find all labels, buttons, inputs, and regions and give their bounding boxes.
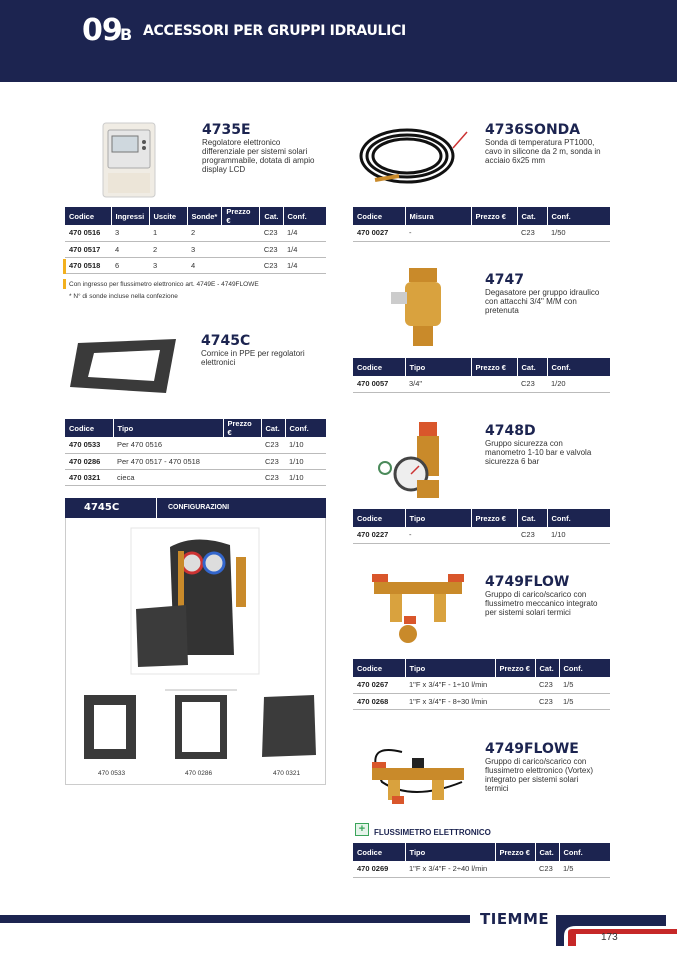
- cell: C23: [260, 257, 283, 273]
- cell: [471, 527, 517, 543]
- product-name: 4749FLOWE: [485, 741, 579, 757]
- cell: 1/20: [547, 376, 610, 392]
- col-header: Conf.: [547, 509, 610, 527]
- frame-thumb-2: [165, 689, 237, 765]
- desc-line: programmabile, dotata di ampio: [202, 156, 315, 165]
- controller-image: [100, 118, 160, 200]
- table-row: [65, 437, 326, 453]
- product-name: 4735E: [202, 122, 251, 138]
- desc-line: flussimetro meccanico integrato: [485, 599, 598, 608]
- col-header: Cat.: [517, 207, 547, 225]
- col-header: Cat.: [535, 659, 559, 677]
- thumb-label: 470 0286: [185, 770, 213, 777]
- col-header: Misura: [405, 207, 471, 225]
- cell: [471, 225, 517, 241]
- col-header: Prezzo €: [495, 843, 535, 861]
- product-table: [65, 207, 326, 274]
- table-note: * N° di sonde incluse nella confezione: [69, 293, 178, 300]
- product-name: 4736SONDA: [485, 122, 581, 138]
- col-header: Uscite: [149, 207, 187, 225]
- cell-code: 470 0517: [65, 241, 111, 257]
- config-header: [65, 498, 326, 518]
- cell: 1/5: [559, 677, 610, 693]
- highlight-marker: [63, 259, 66, 274]
- desc-line: Gruppo sicurezza con: [485, 439, 563, 448]
- desc-line: display LCD: [202, 165, 246, 174]
- cell-code: 470 0518: [65, 257, 111, 273]
- product-table: [353, 659, 610, 710]
- product-name: 4748D: [485, 423, 536, 439]
- brand-logo: TIEMME: [480, 910, 550, 928]
- col-header: Codice: [353, 207, 405, 225]
- col-header: Cat.: [261, 419, 285, 437]
- cell: C23: [517, 225, 547, 241]
- cell: C23: [261, 453, 285, 469]
- col-header: Codice: [353, 509, 405, 527]
- col-header: Prezzo €: [471, 509, 517, 527]
- desc-line: cavo in silicone da 2 m, sonda in: [485, 147, 601, 156]
- product-table: [353, 509, 610, 544]
- plus-icon: +: [355, 823, 369, 836]
- col-header: Cat.: [517, 509, 547, 527]
- product-description: [485, 439, 591, 466]
- desc-line: con attacchi 3/4" M/M con: [485, 297, 577, 306]
- cell: [222, 241, 260, 257]
- cell: [222, 257, 260, 273]
- col-header: Codice: [65, 207, 111, 225]
- table-row: [65, 469, 326, 485]
- col-header: Conf.: [547, 358, 610, 376]
- col-header: Conf.: [285, 419, 326, 437]
- col-header: Prezzo €: [223, 419, 261, 437]
- cell: 1/4: [283, 241, 326, 257]
- cell: 1/10: [285, 437, 326, 453]
- cell: 1/4: [283, 225, 326, 241]
- desc-line: Gruppo di carico/scarico con: [485, 590, 587, 599]
- product-description: [485, 590, 598, 617]
- desc-line: sicurezza 6 bar: [485, 457, 540, 466]
- product-table: [353, 358, 610, 393]
- desc-line: Regolatore elettronico: [202, 138, 281, 147]
- product-name: 4745C: [201, 333, 251, 349]
- cell: 3: [187, 241, 222, 257]
- deaerator-image: [385, 264, 465, 350]
- cell-code: 470 0267: [353, 677, 405, 693]
- cell: [222, 225, 260, 241]
- cell: [495, 677, 535, 693]
- cell-code: 470 0027: [353, 225, 405, 241]
- cell: 3: [149, 257, 187, 273]
- desc-line: differenziale per sistemi solari: [202, 147, 308, 156]
- table-row: [353, 225, 610, 241]
- table-row: [65, 257, 326, 273]
- desc-line: Sonda di temperatura PT1000,: [485, 138, 595, 147]
- cell-code: 470 0516: [65, 225, 111, 241]
- chapter-number: 09: [82, 13, 122, 48]
- product-table: [353, 207, 610, 242]
- fill-group-image: [368, 568, 468, 652]
- product-description: [201, 349, 305, 367]
- electronic-fill-group-image: [352, 732, 477, 814]
- chapter-suffix: B: [120, 25, 133, 44]
- table-row: [353, 861, 610, 877]
- cell: 3/4": [405, 376, 471, 392]
- desc-line: Gruppo di carico/scarico con: [485, 757, 587, 766]
- col-header: Conf.: [283, 207, 326, 225]
- col-header: Tipo: [405, 358, 471, 376]
- page-header: [0, 0, 677, 82]
- probe-cable-image: [355, 118, 475, 198]
- page-number: 173: [601, 932, 618, 943]
- cell: C23: [260, 241, 283, 257]
- desc-line: pretenuta: [485, 306, 519, 315]
- table-row: [353, 376, 610, 392]
- cell: C23: [535, 861, 559, 877]
- desc-line: integrato per sistemi solari: [485, 775, 579, 784]
- cell: [495, 693, 535, 709]
- frame-thumb-1: [82, 693, 138, 761]
- cell-code: 470 0227: [353, 527, 405, 543]
- cell-code: 470 0269: [353, 861, 405, 877]
- cell: 2: [187, 225, 222, 241]
- cell: [223, 437, 261, 453]
- cell: 1/10: [285, 469, 326, 485]
- desc-line: termici: [485, 784, 509, 793]
- product-name: 4749FLOW: [485, 574, 570, 590]
- cell: C23: [535, 677, 559, 693]
- table-row: [353, 693, 610, 709]
- cell: 2: [149, 241, 187, 257]
- col-header: Prezzo €: [222, 207, 260, 225]
- cell: cieca: [113, 469, 223, 485]
- col-header: Conf.: [559, 843, 610, 861]
- desc-line: Degasatore per gruppo idraulico: [485, 288, 600, 297]
- cell-code: 470 0321: [65, 469, 113, 485]
- cell: [223, 469, 261, 485]
- config-code: 4745C: [84, 502, 120, 513]
- safety-group-image: [375, 418, 465, 504]
- col-header: Prezzo €: [495, 659, 535, 677]
- col-header: Tipo: [113, 419, 223, 437]
- cell: 1/50: [547, 225, 610, 241]
- cell: 6: [111, 257, 149, 273]
- col-header: Conf.: [547, 207, 610, 225]
- cell: [471, 376, 517, 392]
- table-row: [353, 527, 610, 543]
- cell-code: 470 0268: [353, 693, 405, 709]
- product-description: [485, 288, 599, 315]
- col-header: Prezzo €: [471, 358, 517, 376]
- thumb-label: 470 0533: [98, 770, 126, 777]
- desc-line: flussimetro elettronico (Vortex): [485, 766, 594, 775]
- cell: 1/5: [559, 693, 610, 709]
- cell: C23: [260, 225, 283, 241]
- section-subheading: FLUSSIMETRO ELETTRONICO: [374, 828, 491, 837]
- hydraulic-group-image: [130, 527, 260, 675]
- col-header: Prezzo €: [471, 207, 517, 225]
- cell-code: 470 0057: [353, 376, 405, 392]
- cell: 1/4: [283, 257, 326, 273]
- col-header: Cat.: [260, 207, 283, 225]
- col-header: Tipo: [405, 659, 495, 677]
- product-description: [485, 757, 593, 793]
- col-header: Codice: [353, 358, 405, 376]
- thumb-label: 470 0321: [273, 770, 301, 777]
- desc-line: elettronici: [201, 358, 236, 367]
- cell-code: 470 0533: [65, 437, 113, 453]
- cell: Per 470 0517 - 470 0518: [113, 453, 223, 469]
- col-header: Tipo: [405, 843, 495, 861]
- cell: 1/5: [559, 861, 610, 877]
- col-header: Cat.: [517, 358, 547, 376]
- col-header: Conf.: [559, 659, 610, 677]
- cell: 3: [111, 225, 149, 241]
- cell: C23: [261, 469, 285, 485]
- col-header: Cat.: [535, 843, 559, 861]
- desc-line: per sistemi solari termici: [485, 608, 571, 617]
- cell-code: 470 0286: [65, 453, 113, 469]
- product-table: [65, 419, 326, 486]
- product-name: 4747: [485, 272, 524, 288]
- cell: C23: [535, 693, 559, 709]
- cell: [495, 861, 535, 877]
- product-table: [353, 843, 610, 878]
- cell: 1"F x 3/4"F - 8÷30 l/min: [405, 693, 495, 709]
- divider: [156, 498, 157, 518]
- cell: 4: [187, 257, 222, 273]
- table-row: [65, 225, 326, 241]
- desc-line: Cornice in PPE per regolatori: [201, 349, 305, 358]
- desc-line: manometro 1-10 bar e valvola: [485, 448, 592, 457]
- cell: 1/10: [547, 527, 610, 543]
- product-description: [202, 138, 315, 174]
- cell: C23: [261, 437, 285, 453]
- cell: 1/10: [285, 453, 326, 469]
- col-header: Codice: [353, 843, 405, 861]
- frame-thumb-3: [258, 693, 318, 761]
- highlight-marker: [63, 279, 66, 289]
- config-label: CONFIGURAZIONI: [168, 504, 230, 511]
- col-header: Sonde*: [187, 207, 222, 225]
- page-title: ACCESSORI PER GRUPPI IDRAULICI: [143, 23, 406, 39]
- cell: 1: [149, 225, 187, 241]
- cell: 1"F x 3/4"F - 1÷10 l/min: [405, 677, 495, 693]
- table-row: [65, 453, 326, 469]
- table-row: [353, 677, 610, 693]
- cell: 1"F x 3/4"F - 2÷40 l/min: [405, 861, 495, 877]
- table-note: Con ingresso per flussimetro elettronico art. 4749E - 4749FLOWE: [69, 281, 259, 288]
- table-row: [65, 241, 326, 257]
- desc-line: acciaio 6x25 mm: [485, 156, 546, 165]
- cell: -: [405, 527, 471, 543]
- cell: 4: [111, 241, 149, 257]
- col-header: Tipo: [405, 509, 471, 527]
- col-header: Codice: [353, 659, 405, 677]
- cell: Per 470 0516: [113, 437, 223, 453]
- cell: C23: [517, 376, 547, 392]
- cell: C23: [517, 527, 547, 543]
- product-description: [485, 138, 601, 165]
- col-header: Ingressi: [111, 207, 149, 225]
- col-header: Codice: [65, 419, 113, 437]
- cell: [223, 453, 261, 469]
- frame-image: [68, 335, 180, 397]
- cell: -: [405, 225, 471, 241]
